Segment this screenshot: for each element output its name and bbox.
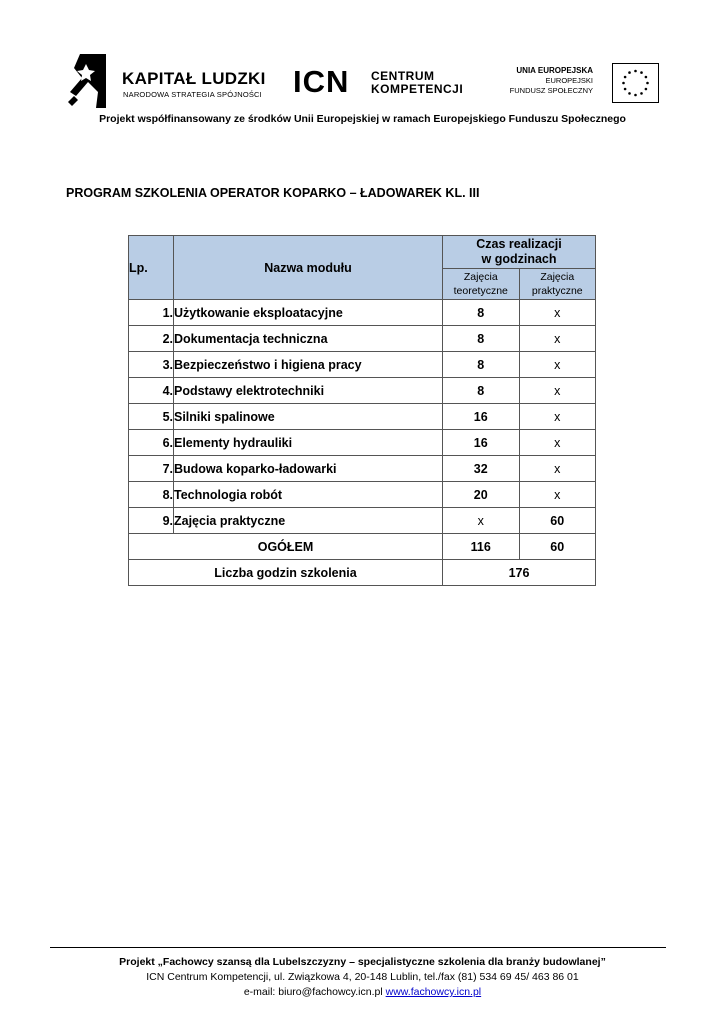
kapital-ludzki-subtitle: NARODOWA STRATEGIA SPÓJNOŚCI bbox=[123, 90, 262, 99]
header-lp: Lp. bbox=[129, 236, 174, 300]
row-lp: 9. bbox=[129, 508, 174, 534]
row-theory-hours: 8 bbox=[443, 378, 520, 404]
row-practice-hours: x bbox=[519, 378, 596, 404]
eu-logo bbox=[507, 63, 659, 105]
row-lp: 6. bbox=[129, 430, 174, 456]
row-practice-hours: 60 bbox=[519, 508, 596, 534]
icn-logo-text bbox=[371, 70, 463, 96]
row-theory-hours: x bbox=[443, 508, 520, 534]
table-row bbox=[129, 404, 596, 430]
table-row bbox=[129, 300, 596, 326]
total-practice-hours: 60 bbox=[519, 534, 596, 560]
row-lp: 3. bbox=[129, 352, 174, 378]
row-lp: 5. bbox=[129, 404, 174, 430]
row-lp: 2. bbox=[129, 326, 174, 352]
page-header bbox=[0, 0, 725, 140]
row-lp: 7. bbox=[129, 456, 174, 482]
page-footer bbox=[0, 955, 725, 1000]
eu-logo-line1: UNIA EUROPEJSKA bbox=[516, 66, 593, 75]
eu-flag-icon bbox=[612, 63, 659, 103]
row-theory-hours: 16 bbox=[443, 404, 520, 430]
row-practice-hours: x bbox=[519, 430, 596, 456]
kapital-ludzki-logo bbox=[66, 52, 266, 112]
table-row bbox=[129, 352, 596, 378]
footer-divider bbox=[50, 947, 666, 948]
eu-logo-line2: EUROPEJSKI bbox=[545, 76, 593, 85]
total-label: OGÓŁEM bbox=[129, 534, 443, 560]
icn-logo-line1: CENTRUM bbox=[371, 69, 435, 83]
total-theory-hours: 116 bbox=[443, 534, 520, 560]
row-practice-hours: x bbox=[519, 326, 596, 352]
row-module-name: Elementy hydrauliki bbox=[174, 430, 443, 456]
row-theory-hours: 8 bbox=[443, 326, 520, 352]
table-row bbox=[129, 378, 596, 404]
row-lp: 8. bbox=[129, 482, 174, 508]
hours-value: 176 bbox=[443, 560, 596, 586]
document-title: PROGRAM SZKOLENIA OPERATOR KOPARKO – ŁADOWAREK KL. III bbox=[66, 186, 480, 200]
row-lp: 1. bbox=[129, 300, 174, 326]
row-module-name: Podstawy elektrotechniki bbox=[174, 378, 443, 404]
header-practice bbox=[519, 269, 596, 300]
footer-website-link[interactable]: www.fachowcy.icn.pl bbox=[385, 986, 482, 998]
row-module-name: Silniki spalinowe bbox=[174, 404, 443, 430]
row-lp: 4. bbox=[129, 378, 174, 404]
footer-email: e-mail: biuro@fachowcy.icn.pl bbox=[243, 986, 383, 998]
header-time bbox=[443, 236, 596, 269]
icn-logo-letters: ICN bbox=[293, 64, 350, 99]
footer-address: ICN Centrum Kompetencji, ul. Związkowa 4, 20-148 Lublin, tel./fax (81) 534 69 45/ 463 86 01 bbox=[146, 971, 579, 983]
header-theory bbox=[443, 269, 520, 300]
training-program-table bbox=[128, 235, 596, 586]
table-row bbox=[129, 430, 596, 456]
eu-logo-text bbox=[510, 66, 593, 96]
row-practice-hours: x bbox=[519, 404, 596, 430]
header-theory-line1: Zajęcia bbox=[463, 271, 498, 283]
kapital-ludzki-title: KAPITAŁ LUDZKI bbox=[122, 69, 266, 88]
row-theory-hours: 20 bbox=[443, 482, 520, 508]
header-practice-line2: praktyczne bbox=[531, 285, 583, 297]
cofinancing-note: Projekt współfinansowany ze środków Unii Europejskiej w ramach Europejskiego Funduszu Społecznego bbox=[99, 113, 626, 125]
header-module-name: Nazwa modułu bbox=[174, 236, 443, 300]
header-time-line2: w godzinach bbox=[481, 252, 557, 266]
eu-logo-line3: FUNDUSZ SPOŁECZNY bbox=[509, 86, 593, 95]
row-module-name: Zajęcia praktyczne bbox=[174, 508, 443, 534]
row-theory-hours: 32 bbox=[443, 456, 520, 482]
hours-row bbox=[129, 560, 596, 586]
icn-logo bbox=[293, 66, 483, 106]
row-practice-hours: x bbox=[519, 456, 596, 482]
table-row bbox=[129, 456, 596, 482]
footer-project-name: Projekt „Fachowcy szansą dla Lubelszczyzny – specjalistyczne szkolenia dla branży budowlanej” bbox=[119, 956, 606, 968]
row-practice-hours: x bbox=[519, 352, 596, 378]
table-row bbox=[129, 326, 596, 352]
header-theory-line2: teoretyczne bbox=[453, 285, 508, 297]
row-module-name: Technologia robót bbox=[174, 482, 443, 508]
footer-contact bbox=[0, 985, 725, 1000]
hours-label: Liczba godzin szkolenia bbox=[129, 560, 443, 586]
row-module-name: Bezpieczeństwo i higiena pracy bbox=[174, 352, 443, 378]
row-module-name: Użytkowanie eksploatacyjne bbox=[174, 300, 443, 326]
row-practice-hours: x bbox=[519, 300, 596, 326]
row-module-name: Budowa koparko-ładowarki bbox=[174, 456, 443, 482]
table-row bbox=[129, 508, 596, 534]
row-practice-hours: x bbox=[519, 482, 596, 508]
row-theory-hours: 16 bbox=[443, 430, 520, 456]
header-practice-line1: Zajęcia bbox=[540, 271, 575, 283]
row-module-name: Dokumentacja techniczna bbox=[174, 326, 443, 352]
row-theory-hours: 8 bbox=[443, 352, 520, 378]
header-time-line1: Czas realizacji bbox=[476, 237, 562, 251]
icn-logo-line2: KOMPETENCJI bbox=[371, 82, 464, 96]
total-row bbox=[129, 534, 596, 560]
kapital-ludzki-emblem-icon bbox=[66, 52, 112, 110]
table-row bbox=[129, 482, 596, 508]
row-theory-hours: 8 bbox=[443, 300, 520, 326]
